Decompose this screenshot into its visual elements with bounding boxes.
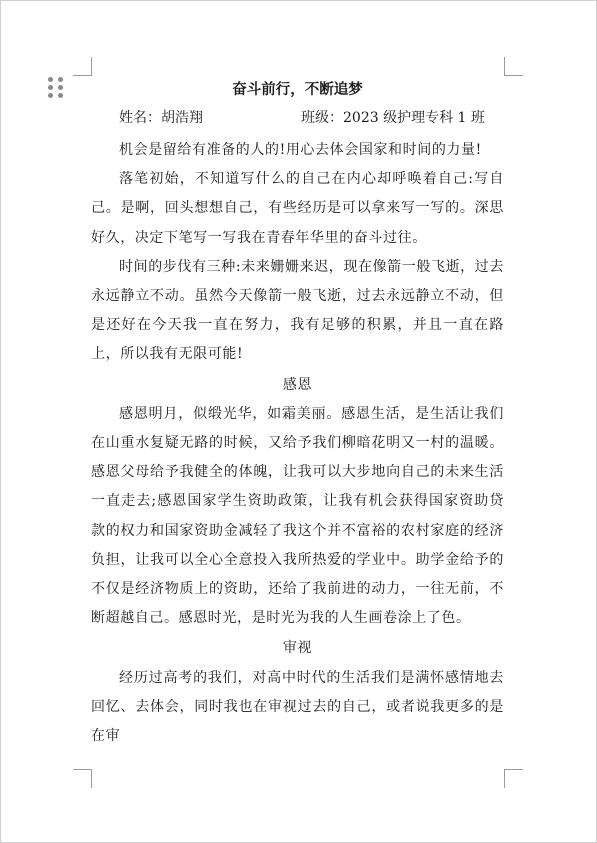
student-name: 姓名：胡浩翔 xyxy=(119,110,203,126)
paragraph: 经历过高考的我们，对高中时代的生活我们是满怀感情地去回忆、去体会，同时我也在审视过去的自己，或者说我更多的是在审 xyxy=(91,669,504,745)
paragraph: 时间的步伐有三种:未来姗姗来迟，现在像箭一般飞逝，过去永远静立不动。虽然今天像箭一般飞逝，过去永远静立不动，但是还好在今天我一直在努力，我有足够的积累，并且一直在路上，所以我有无限可能! xyxy=(91,258,504,363)
section-heading: 审视 xyxy=(282,640,313,657)
drag-handle-icon[interactable] xyxy=(48,77,64,99)
document-title: 奋斗前行，不断追梦 xyxy=(232,81,363,98)
student-class: 班级：2023 级护理专科 1 班 xyxy=(301,110,485,126)
paragraph: 机会是留给有准备的人的!用心去体会国家和时间的力量! xyxy=(119,142,482,158)
crop-mark-top-left xyxy=(73,57,92,76)
crop-mark-top-right xyxy=(504,57,523,76)
crop-mark-bottom-right xyxy=(504,769,523,788)
author-info xyxy=(91,104,504,134)
paragraph: 落笔初始，不知道写什么的自己在内心却呼唤着自己:写自己。是啊，回头想想自己，有些经历是可以拿来写一写的。深思好久，决定下笔写一写我在青春年华里的奋斗过往。 xyxy=(91,171,504,246)
paragraph: 感恩明月，似缎光华，如霜美丽。感恩生活，是生活让我们在山重水复疑无路的时候，又给予我们柳暗花明又一村的温暖。感恩父母给予我健全的体魄，让我可以大步地向自己的未来生活一直走去;感恩国家学生资助政策，让我有机会获得国家资助贷款的权力和国家资助金减轻了我这个并不富裕的农村家庭的经济负担，让我可以全心全意投入我所热爱的学业中。助学金给予的不仅是经济物质上的资助，还给了我前进的动力，一往无前，不断超越自己。感恩时光，是时光为我的人生画卷涂上了色。 xyxy=(91,405,504,627)
crop-mark-bottom-left xyxy=(73,769,92,788)
section-heading: 感恩 xyxy=(282,376,313,393)
document-body[interactable] xyxy=(91,75,504,751)
